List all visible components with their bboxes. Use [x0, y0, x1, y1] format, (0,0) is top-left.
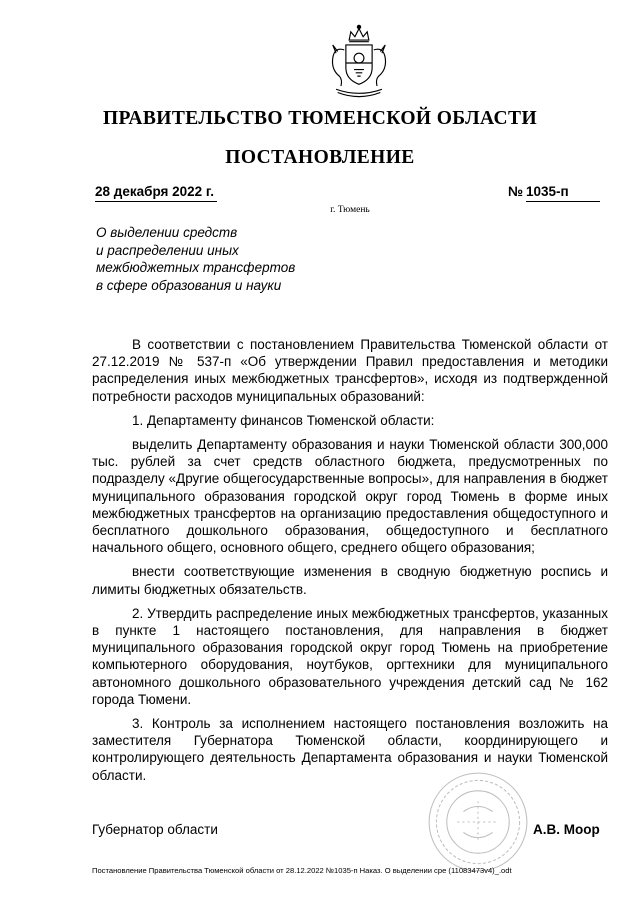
document-date: 28 декабря 2022 г. — [95, 184, 217, 202]
document-subject — [96, 224, 336, 294]
body-paragraph: 2. Утвердить распределение иных межбюджетных трансфертов, указанных в пункте 1 настоящего постановления, для направления в бюджет муниципального образования городской округ город Тюмень на приобретение компьютерного оборудования, ноутбуков, оргтехники для муниципального автономного дошкольного образовательного учреждения детский сад № 162 города Тюмени. — [92, 605, 608, 707]
subject-line: О выделении средств — [96, 225, 238, 240]
city: г. Тюмень — [330, 205, 370, 215]
body-paragraph: В соответствии с постановлением Правительства Тюменской области от 27.12.2019 № 537-п «Об утверждении Правил предоставления и методики распределения иных межбюджетных трансфертов», исходя из подтвержденной потребности расходов муниципальных образований: — [92, 337, 608, 404]
stamp-seal-icon — [426, 770, 530, 874]
signatory-name: А.В. Моор — [533, 822, 600, 837]
body-paragraph: 3. Контроль за исполнением настоящего постановления возложить на заместителя Губернатора Тюменской области, координирующего и контролирующего деятельность Департамента образования и науки Тюменской области. — [92, 716, 608, 783]
subject-line: в сфере образования и науки — [96, 277, 282, 293]
signatory-title: Губернатор области — [92, 822, 218, 837]
subject-line: и распределении иных — [96, 242, 239, 258]
coat-of-arms-icon — [318, 22, 400, 104]
government-title: ПРАВИТЕЛЬСТВО ТЮМЕНСКОЙ ОБЛАСТИ — [102, 108, 538, 129]
number-sign: № — [508, 184, 524, 199]
number-value: 1035-п — [526, 184, 600, 202]
document-number — [508, 184, 604, 202]
document-footer: Постановление Правительства Тюменской области от 28.12.2022 №1035-п Наказ. О выделении сре (11083473v4)_.odt — [92, 866, 512, 875]
document-body — [92, 336, 608, 791]
subject-line: межбюджетных трансфертов — [96, 260, 296, 275]
body-paragraph: выделить Департаменту образования и науки Тюменской области 300,000 тыс. рублей за счет средств областного бюджета, предусмотренных по подразделу «Другие общегосударственные вопросы», для направления в бюджет муниципального образования городской округ город Тюмень в форме иных межбюджетных трансфертов на организацию предоставления общедоступного и бесплатного дошкольного образования, общедоступного и бесплатного начального общего, основного общего, среднего общего образования; — [92, 437, 608, 556]
body-paragraph: 1. Департаменту финансов Тюменской области: — [132, 412, 435, 428]
body-paragraph: внести соответствующие изменения в сводную бюджетную роспись и лимиты бюджетных обязательств. — [92, 564, 608, 597]
document-type: ПОСТАНОВЛЕНИЕ — [225, 147, 415, 168]
